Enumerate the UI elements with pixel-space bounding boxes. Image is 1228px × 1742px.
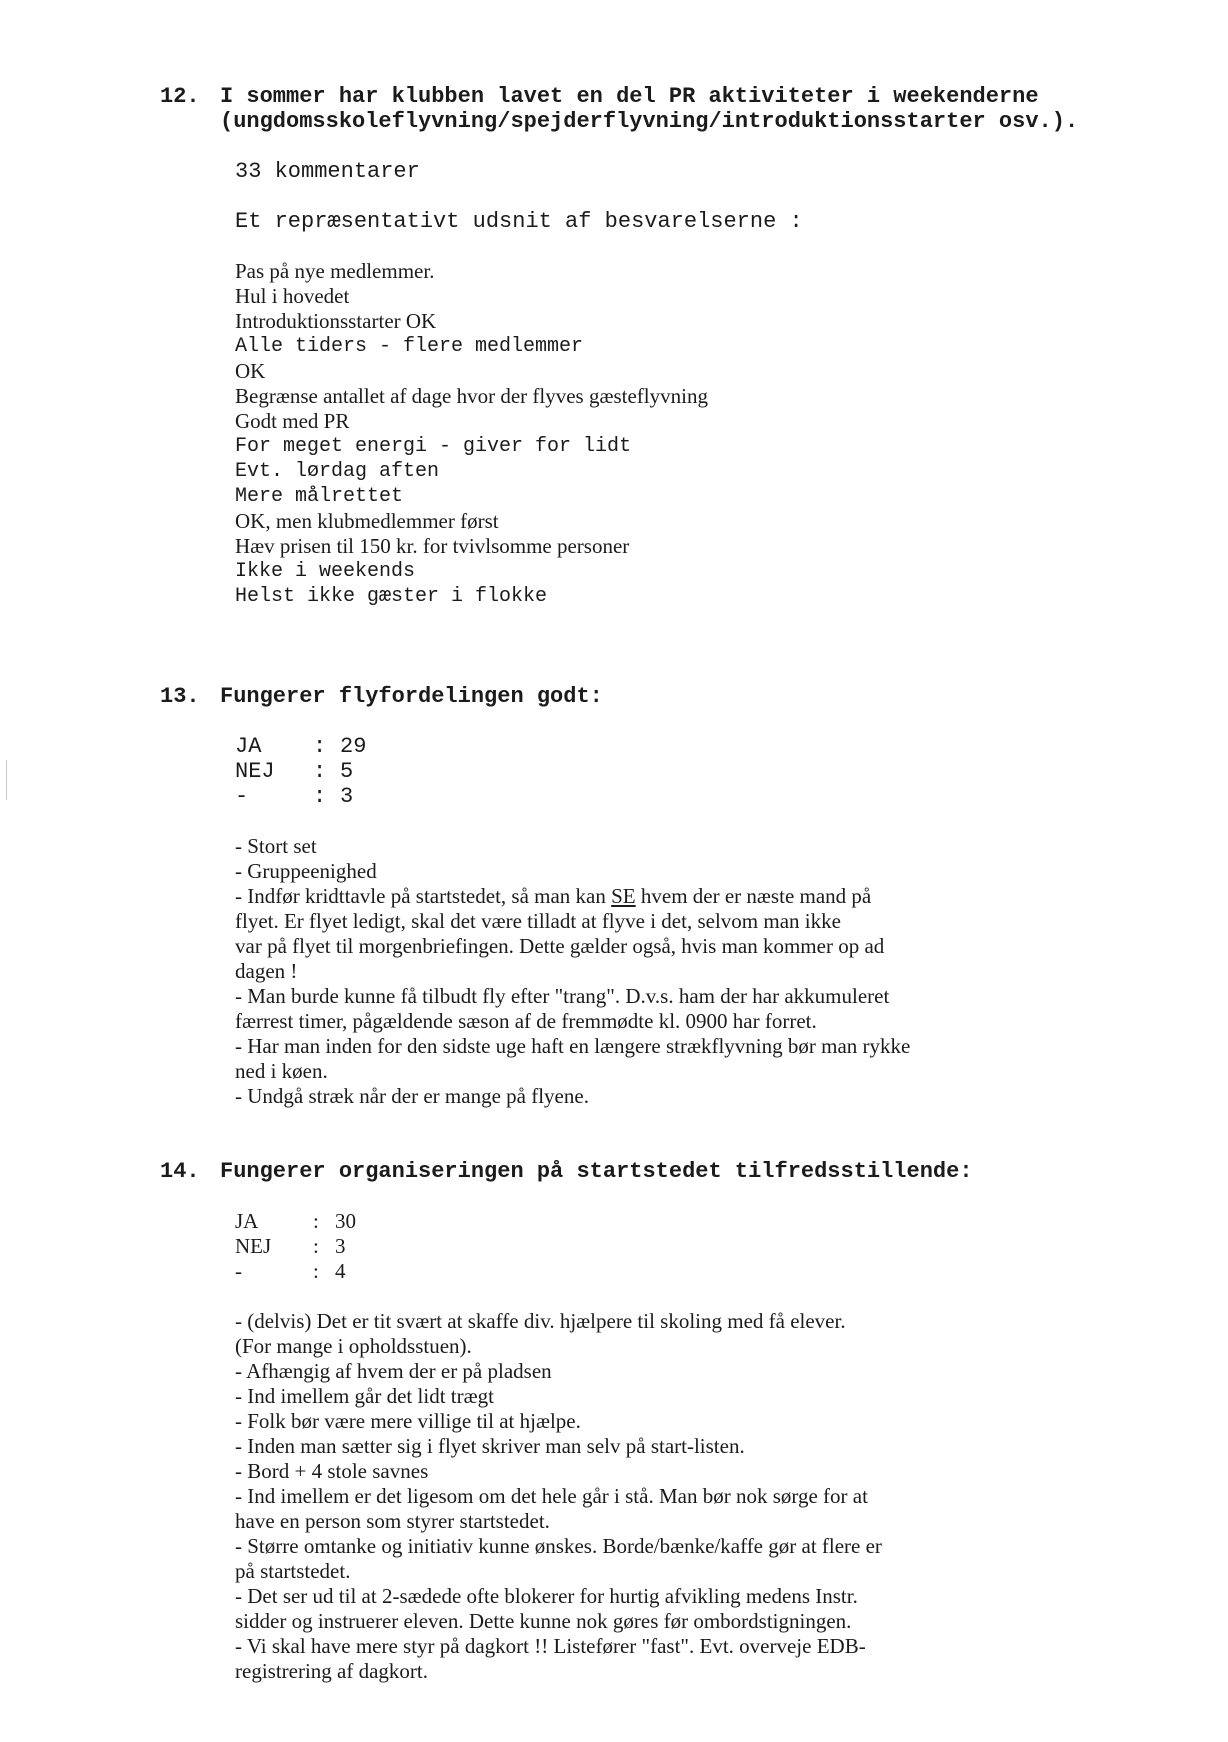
q13-comment: - Undgå stræk når der er mange på flyene. bbox=[235, 1084, 589, 1108]
q12-intro: Et repræsentativt udsnit af besvarelserne : bbox=[235, 209, 803, 234]
q14-tally-value: 30 bbox=[335, 1209, 356, 1233]
q14-tally-value: 4 bbox=[335, 1259, 346, 1283]
q12-comment: Introduktionsstarter OK bbox=[235, 309, 437, 333]
q13-comment: - Stort set bbox=[235, 834, 317, 858]
q14-tally-sep: : bbox=[313, 1259, 319, 1283]
q14-comment: - Bord + 4 stole savnes bbox=[235, 1459, 429, 1483]
q14-comment: (For mange i opholdsstuen). bbox=[235, 1334, 472, 1358]
q12-title-line1: I sommer har klubben lavet en del PR aktiviteter i weekenderne bbox=[220, 84, 1039, 109]
q13-tally-value: 29 bbox=[340, 734, 367, 759]
q13-comment: - Man burde kunne få tilbudt fly efter "trang". D.v.s. ham der har akkumuleret bbox=[235, 984, 890, 1008]
q13-tally-value: 5 bbox=[340, 759, 354, 784]
q12-comment: Evt. lørdag aften bbox=[235, 460, 440, 483]
q13-comment: - Gruppeenighed bbox=[235, 859, 377, 883]
q14-tally-label: JA bbox=[235, 1209, 259, 1233]
q14-comment: - Inden man sætter sig i flyet skriver man selv på start-listen. bbox=[235, 1434, 745, 1458]
q14-comment: - Ind imellem går det lidt trægt bbox=[235, 1384, 494, 1408]
q14-comment: - Afhængig af hvem der er på pladsen bbox=[235, 1359, 552, 1383]
q13-comment: færrest timer, pågældende sæson af de fremmødte kl. 0900 har forret. bbox=[235, 1009, 817, 1033]
q13-comment: - Har man inden for den sidste uge haft en længere strækflyvning bør man rykke bbox=[235, 1034, 911, 1058]
scan-edge-mark bbox=[6, 760, 7, 800]
q13-tally-sep: : bbox=[313, 734, 327, 759]
q12-comment: Hul i hovedet bbox=[235, 284, 350, 308]
q12-comment: For meget energi - giver for lidt bbox=[235, 435, 632, 458]
q12-comment: Mere målrettet bbox=[235, 485, 404, 508]
q14-comment: - Større omtanke og initiativ kunne ønskes. Borde/bænke/kaffe gør at flere er bbox=[235, 1534, 882, 1558]
q13-tally-label: NEJ bbox=[235, 759, 275, 784]
q13-tally-sep: : bbox=[313, 784, 327, 809]
q13-comment: flyet. Er flyet ledigt, skal det være tilladt at flyve i det, selvom man ikke bbox=[235, 909, 841, 933]
q14-number: 14. bbox=[160, 1159, 200, 1184]
q12-comment: Begrænse antallet af dage hvor der flyves gæsteflyvning bbox=[235, 384, 708, 408]
q12-comment-count: 33 kommentarer bbox=[235, 159, 420, 184]
q14-comment: - Det ser ud til at 2-sædede ofte blokerer for hurtig afvikling medens Instr. bbox=[235, 1584, 858, 1608]
q13-tally-label: - bbox=[235, 784, 249, 809]
q13-comment: ned i køen. bbox=[235, 1059, 328, 1083]
q13-comment: dagen ! bbox=[235, 959, 298, 983]
q14-comment: have en person som styrer startstedet. bbox=[235, 1509, 550, 1533]
q12-comment: Helst ikke gæster i flokke bbox=[235, 585, 548, 608]
q13-tally-value: 3 bbox=[340, 784, 354, 809]
q12-title-line2: (ungdomsskoleflyvning/spejderflyvning/introduktionsstarter osv.). bbox=[220, 109, 1079, 134]
q12-comment: Ikke i weekends bbox=[235, 560, 416, 583]
q14-comment: registrering af dagkort. bbox=[235, 1659, 429, 1683]
q14-comment: - Folk bør være mere villige til at hjælpe. bbox=[235, 1409, 581, 1433]
q13-comment-part: - Indfør kridttavle på startstedet, så man kan bbox=[235, 884, 612, 908]
q13-comment bbox=[235, 884, 871, 909]
q12-comment: Godt med PR bbox=[235, 409, 350, 433]
q12-comment: Alle tiders - flere medlemmer bbox=[235, 335, 584, 358]
q12-comment: OK bbox=[235, 359, 266, 383]
q13-number: 13. bbox=[160, 684, 200, 709]
q13-comment-part: hvem der er næste mand på bbox=[635, 884, 872, 908]
q13-tally-label: JA bbox=[235, 734, 262, 759]
q14-comment: - (delvis) Det er tit svært at skaffe div. hjælpere til skoling med få elever. bbox=[235, 1309, 846, 1333]
q14-tally-sep: : bbox=[313, 1234, 319, 1258]
q14-comment: sidder og instruerer eleven. Dette kunne nok gøres før ombordstigningen. bbox=[235, 1609, 852, 1633]
q14-comment: - Ind imellem er det ligesom om det hele går i stå. Man bør nok sørge for at bbox=[235, 1484, 868, 1508]
q14-tally-label: - bbox=[235, 1259, 242, 1283]
q13-comment: var på flyet til morgenbriefingen. Dette gælder også, hvis man kommer op ad bbox=[235, 934, 885, 958]
q12-comment: Pas på nye medlemmer. bbox=[235, 259, 435, 283]
q12-comment: Hæv prisen til 150 kr. for tvivlsomme personer bbox=[235, 534, 630, 558]
q14-title: Fungerer organiseringen på startstedet tilfredsstillende: bbox=[220, 1159, 973, 1184]
q12-number: 12. bbox=[160, 84, 200, 109]
q14-tally-sep: : bbox=[313, 1209, 319, 1233]
q13-title: Fungerer flyfordelingen godt: bbox=[220, 684, 603, 709]
q13-underlined-se: SE bbox=[611, 884, 636, 908]
q12-comment: OK, men klubmedlemmer først bbox=[235, 509, 499, 533]
q14-tally-label: NEJ bbox=[235, 1234, 272, 1258]
q14-comment: på startstedet. bbox=[235, 1559, 351, 1583]
q14-tally-value: 3 bbox=[335, 1234, 346, 1258]
q13-tally-sep: : bbox=[313, 759, 327, 784]
q14-comment: - Vi skal have mere styr på dagkort !! Listefører "fast". Evt. overveje EDB- bbox=[235, 1634, 866, 1658]
